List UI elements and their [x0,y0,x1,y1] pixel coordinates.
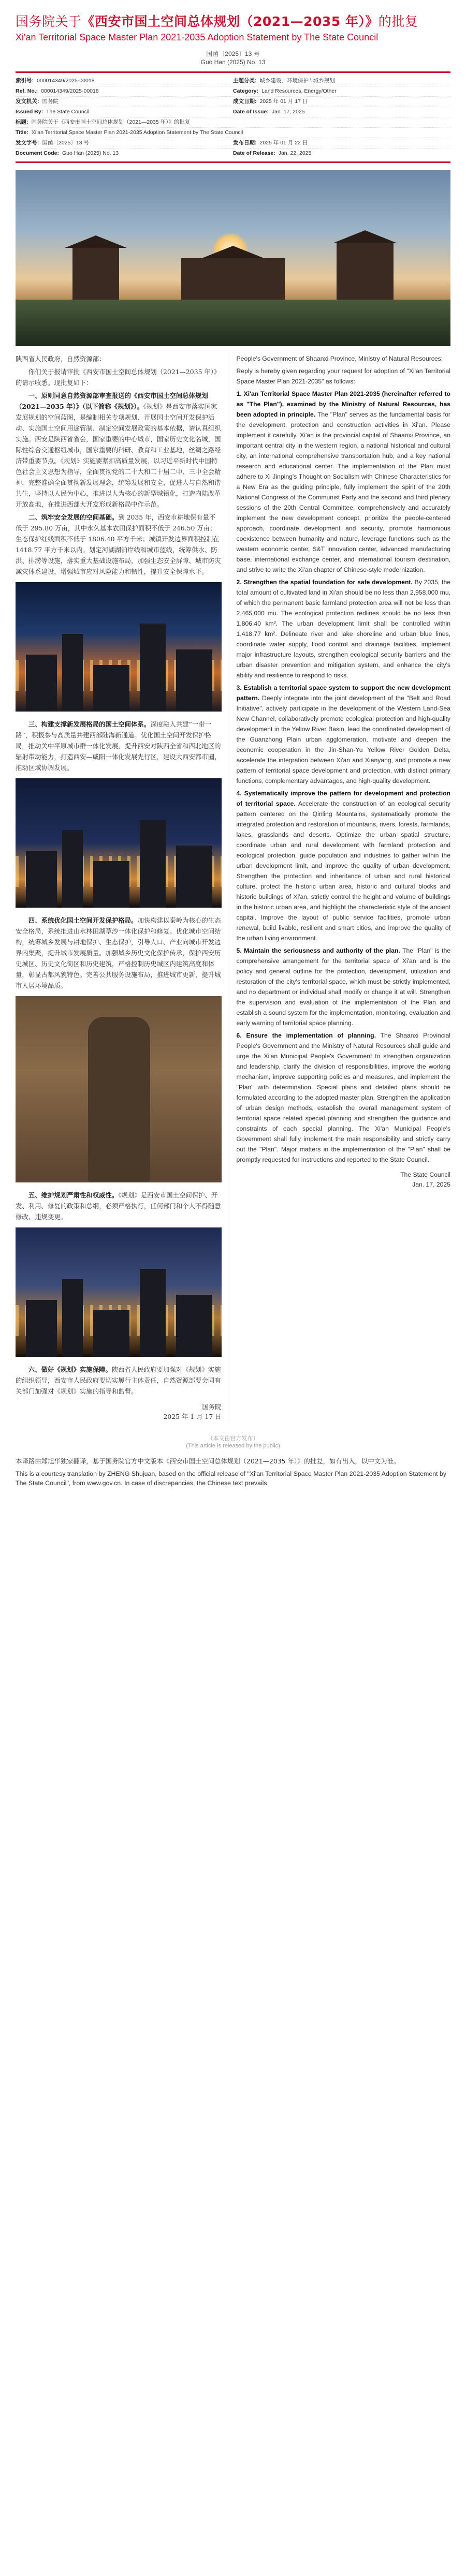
city-gate-roof [202,246,264,258]
banner-photo [16,170,450,346]
meta-field [16,108,233,116]
signature-block [237,1170,450,1190]
meta-key: Issued By: [16,109,43,115]
meta-value: 国务院关于《西安市国土空间总体规划（2021—2035 年）》的批复 [31,119,191,125]
meta-key: 发文机关: [16,98,39,105]
building-silhouette [62,830,83,908]
meta-field [16,139,233,147]
meta-value: 2025 年 01 月 17 日 [259,98,308,105]
signature-line: The State Council [400,1171,450,1178]
building-silhouette [26,1300,57,1357]
signature-line: 2025 年 1 月 17 日 [163,1413,222,1420]
meta-field [233,108,450,116]
section-heading: 4. Systematically improve the pattern for development and protection of territorial space. [236,790,450,807]
meta-value: Land Resources, Energy/Other [261,88,337,94]
paragraph [237,945,450,1028]
pagoda-left-roof [65,235,127,248]
building-silhouette [140,820,166,908]
meta-field [16,119,450,126]
terracotta-warrior-photo [16,996,222,1182]
building-silhouette [176,846,212,908]
release-note-en: (This article is released by the public) [186,1443,280,1449]
signature-line: 国务院 [202,1403,222,1411]
meta-key: Document Code: [16,150,59,156]
document-footer [16,1435,450,1488]
paragraph-text: 《规划》是西安市落实国家发展规划的空间蓝图，是编制相关专项规划、开展国土空间开发保护活动、实施国土空间用途管制、制定空间发展政策的基本依据，请认真组织实施。西安是陕西省省会，国家重要的中心城市，国家历史文化名城，国际性综合交通枢纽城市，国家重要的科研、教育和工业基地，丝绸之路经济带重要节点。《规划》实施要紧扣高质量发展，以习近平新时代中国特色社会主义思想为指导，全面贯彻党的二十大和二十届二中、三中全会精神，完整准确全面贯彻新发展理念，统筹发展和安全，促进人与自然和谐共生，坚持以人民为中心，推进以人为核心的新型城镇化，打造内陆改革开放高地，在推进西部大开发形成新格局中作示范。 [16,403,221,508]
building-silhouette [140,1269,166,1357]
meta-key: 主题分类: [233,78,257,84]
warrior-figure [88,1017,150,1182]
paragraph [16,366,222,388]
meta-field [233,98,450,106]
meta-value: Jan. 22, 2025 [278,150,312,156]
title-chinese [16,13,450,30]
meta-value: Xi'an Territorial Space Master Plan 2021-2035 Adoption Statement by The State Council [31,129,243,136]
title-cn-prefix: 国务院关于 [16,14,82,29]
bilingual-body [16,353,450,1422]
meta-value: 国函〔2025〕13 号 [42,140,89,146]
meta-field [233,139,450,147]
paragraph-text: The "Plan" serves as the fundamental basis for the development, protection and construction activities in Xi'an. Please implement it carefully. Xi'an is the provincial capital of Shaanxi Province, an important central city in the western region, a national historical and cultural city, an international comprehensive transportation hub, and a key national research and educational center. The implementation of the Plan must adhere to Xi Jinping's Thought on Socialism with Chinese Characteristics for a New Era as the guiding principle, fully implement the spirit of the 20th National Congress of the Communist Party and the second and third plenary sessions of the 20th Central Committee, comprehensively and accurately implement the new development concept, prioritize the people-centered approach, coordinate development and security, promote harmonious coexistence between humanity and nature, leverage functions such as the western economic center, S&T innovation center, advanced manufacturing base, international exchange center, and international tourism destination, and strive to write the Xi'an chapter of Chinese-style modernization. [236,411,450,573]
meta-key: Date of Release: [233,150,275,156]
meta-field [233,87,450,95]
meta-value: 000014349/2025-00018 [41,88,99,94]
meta-key: 发布日期: [233,140,257,146]
meta-row [16,117,450,128]
building-silhouette [93,1310,129,1357]
paragraph [237,1030,450,1165]
section-heading: 六、做好《规划》实施保障。 [28,1366,112,1373]
title-cn-plan-name: 《西安市国土空间总体规划（2021—2035 年）》 [81,14,378,29]
section-heading: 3. Establish a territorial space system to support the new development pattern. [236,684,450,702]
document-header [0,0,466,66]
paragraph-text: 加快构建以秦岭为核心的生态安全格局，系统推进山水林田湖草沙一体化保护和修复。优化城市空间结构，统筹城乡发展与耕地保护、生态保护，引导人口、产业向城市开发边界内集聚，提升城市发展质量。加强城乡历史文化保护传承，保护西安历史城区、历史文化街区和历史建筑，严格控制历史城区内建筑高度和体量，彰显古都风貌特色。完善公共服务设施布局，推进城市更新，提升城市人居环境品质。 [16,916,221,989]
paragraph-text: Deeply integrate into the joint development of the "Belt and Road Initiative", actively participate in the development of the Western Land-Sea New Channel, collaboratively promote ecological protection and high-quality development in the Yellow River Basin, lead the coordinated development of the Guanzhong Plain urban agglomeration, motivate and deepen the economic cooperation in the Jin-Shan-Yu Yellow River Golden Delta, accelerate the integration between Xi'an and Xianyang, and promote a new pattern of territorial space development and protection, with distinct primary functions, complementary advantages, and high-quality development. [236,694,450,784]
paragraph-text: 《规划》是西安市国土空间保护、开发、利用、修复的政策和总纲，必须严格执行，任何部门和个人不得随意修改、违规变更。 [16,1191,221,1221]
meta-key: 标题: [16,119,28,125]
meta-row [16,107,450,117]
doc-no-cn: 国函〔2025〕13 号 [206,50,260,57]
section-heading: 6. Ensure the implementation of planning. [236,1032,376,1039]
paragraph-text: 陕西省人民政府要加强对《规划》实施的组织领导，西安市人民政府要切实履行主体责任，自然资源部要会同有关部门加强对《规划》实施的指导和监督。 [16,1366,221,1395]
section-heading: 2. Strengthen the spatial foundation for safe development. [236,579,413,586]
meta-row [16,138,450,149]
meta-key: 索引号: [16,78,34,84]
signature-line: Jan. 17, 2025 [412,1181,450,1188]
city-aerial-photo [16,582,222,712]
meta-field [16,87,233,95]
paragraph-text: The "Plan" is the comprehensive arrangement for the territorial space of Xi'an and is the policy and general outline for the protection, development, utilization and restoration of the city's territorial space, which must be strictly implemented, and no department or individual shall modify or change it at will. Strengthen the supervision and evaluation of the implementation of the Plan and establish a sound system for the implementation, monitoring, evaluation and early warning of territorial space planning. [236,947,450,1027]
meta-value: The State Council [46,109,90,115]
pagoda-left [72,248,119,305]
meta-value: Jan. 17, 2025 [271,109,305,115]
paragraph-text: 到 2035 年，西安市耕地保有量不低于 295.80 万亩，其中永久基本农田保护面积不低于 246.50 万亩；生态保护红线面积不低于 1806.40 平方千米；城镇开发边界面积控制在 1418.77 平方千米以内。划定河湖湖泊岸线和城市蓝线，统筹供水、防洪、排涝等设施，落实重大基础设施布局，加强生态安全屏障、城市防灾减灾体系建设，增强城市应对风险能力和韧性，提升安全保障水平。 [16,513,221,575]
building-silhouette [93,861,129,908]
building-silhouette [26,851,57,908]
meta-field [16,98,233,106]
doc-no-en: Guo Han (2025) No. 13 [200,58,266,66]
meta-key: Date of Issue: [233,109,269,115]
paragraph [237,366,450,387]
night-city-photo [16,778,222,908]
section-heading: 五、维护规划严肃性和权威性。 [28,1191,119,1199]
paragraph-text: 陕西省人民政府，自然资源部： [16,355,106,363]
meta-field [16,77,233,85]
paragraph [237,788,450,943]
meta-value: 2025 年 01 月 22 日 [259,140,308,146]
paragraph-text: Accelerate the construction of an ecological security pattern centered on the Qinling Mountains, systematically promote the integrated protection and restoration of mountains, rivers, forests, farmlands, lakes, grasslands and deserts. Optimize the urban spatial structure, coordinate urban and rural development with farmland protection and ecological protection, guide population and industries to gather within the urban development limit, and improve the quality of urban development. Strengthen the protection and inheritance of urban and rural historical culture, protect the historic urban area, historic and cultural blocks and historic buildings of Xi'an, strictly control the height and volume of buildings in the historic urban area, and highlight the characteristic style of the ancient capital. Improve the layout of public service facilities, promote urban renewal, build livable, resilient and smart cities, and improve the quality of the urban living environment. [236,800,450,942]
meta-key: 发文字号: [16,140,39,146]
building-silhouette [176,649,212,712]
meta-field [16,129,450,137]
section-heading: 一、原则同意自然资源部审查报送的《西安市国土空间总体规划（2021—2035 年）》（以下简称《规划》）。 [16,392,208,410]
paragraph [16,512,222,577]
meta-value: Guo Han (2025) No. 13 [62,150,119,156]
section-heading: 四、系统优化国土空间开发保护格局。 [28,916,138,924]
banner-ground [16,300,450,346]
paragraph [16,915,222,991]
paragraph-text: 你们关于报请审批《西安市国土空间总体规划（2021—2035 年）》的请示收悉。现批复如下： [16,368,221,387]
building-silhouette [62,1279,83,1357]
paragraph [16,353,222,364]
paragraph [237,353,450,364]
release-note-cn: （本文由官方发布） [207,1435,259,1442]
metadata-table [16,71,450,163]
city-gate [181,258,285,305]
paragraph [16,390,222,510]
meta-key: Title: [16,129,28,136]
temple-night-photo [16,1227,222,1357]
paragraph [16,1190,222,1222]
meta-row [16,128,450,138]
document-number [16,50,450,66]
meta-row [16,149,450,158]
pagoda-right-roof [334,230,396,243]
section-heading: 二、筑牢安全发展的空间基础。 [28,513,119,521]
meta-field [16,150,233,157]
meta-key: 成文日期: [233,98,257,105]
english-column [229,353,450,1422]
paragraph [237,577,450,680]
meta-field [233,150,450,157]
meta-row [16,97,450,107]
meta-value: 国务院 [42,98,59,105]
paragraph-text: The Shaanxi Provincial People's Government and the Ministry of Natural Resources shall guide and urge the Xi'an Municipal People's Government to strengthen organization and leadership, clarify the division of responsibilities, improve the working mechanism, improve supporting policies and measures, and implement the "Plan" with determination. Special plans and detailed plans should be formulated according to the adopted master plan. Strengthen the application of urban design methods, establish the overall management system of territorial space related special planning and strengthen the guidance and constraints of each special planning. The Xi'an Municipal People's Government shall fully implement the main responsibility and strictly carry out the "Plan". Major matters in the implementation of the "Plan" shall be promptly requested for instructions and reported to the State Council. [236,1032,450,1163]
section-heading: 5. Maintain the seriousness and authority of the plan. [236,947,400,954]
meta-value: 城乡建设、环境保护 \ 城乡规划 [259,78,335,84]
building-silhouette [26,655,57,712]
signature-block [16,1402,222,1422]
translation-note-cn: 本译路由郑旭华独家翻译，基于国务院官方中文版本《西安市国土空间总体规划（2021—2035 年）》的批复，如有出入，以中文为准。 [16,1457,400,1465]
paragraph [16,719,222,773]
building-silhouette [93,665,129,712]
meta-value: 000014349/2025-00018 [37,78,95,84]
meta-row [16,76,450,86]
title-english: Xi'an Territorial Space Master Plan 2021-2035 Adoption Statement by The State Council [16,32,378,42]
paragraph-text: 深度融入共建“一带一路”，积极参与高质量共建西部陆海新通道。优化国土空间开发保护格局，推动关中平原城市群一体化发展，提升西安对陕西全省和西北地区的辐射带动能力，打造西安—咸阳一体化发展先行区，建设大西安都市圈，推动区域协调发展。 [16,720,221,772]
paragraph-text: Reply is hereby given regarding your request for adoption of "Xi'an Territorial Space Master Plan 2021-2035" as follows: [236,367,450,385]
paragraph [237,683,450,786]
paragraph [237,389,450,575]
title-cn-suffix: 的批复 [378,14,418,29]
building-silhouette [62,634,83,712]
section-heading: 三、构建支撑新发展格局的国土空间体系。 [28,720,151,728]
building-silhouette [176,1295,212,1357]
section-heading: 1. Xi'an Territorial Space Master Plan 2021-2035 (hereinafter referred to as "The Plan"), examined by the Ministry of Natural Resources, has been adopted in principle. [236,390,450,418]
meta-key: Category: [233,88,259,94]
meta-key: Ref. No.: [16,88,38,94]
paragraph [16,1364,222,1397]
building-silhouette [140,624,166,712]
meta-row [16,86,450,97]
chinese-column [16,353,229,1422]
meta-field [233,77,450,85]
translation-note-en: This is a courtesy translation by ZHENG Shujuan, based on the official release of "Xi'an Territorial Space Master Plan 2021-2035 Adoption Statement by The State Council", from www.gov.cn. In case of discrepancies, the Chinese text prevails. [16,1470,447,1487]
paragraph-text: People's Government of Shaanxi Province, Ministry of Natural Resources: [236,355,443,362]
pagoda-right [337,243,394,305]
paragraph-text: By 2035, the total amount of cultivated land in Xi'an should be no less than 2,958,000 mu, of which the permanent basic farmland protection area will not be less than 2,465,000 mu. The ecological protection redlines should be no less than 1,806.40 km². The urban development limit shall be controlled within 1,418.77 km². Delineate river and lake shoreline and urban blue lines, coordinate water supply, flood control and drainage facilities, implement major infrastructure layouts, strengthen ecological security barriers and the urban disaster prevention and mitigation system, and enhance the city's ability and resilience to respond to risks. [236,579,450,679]
